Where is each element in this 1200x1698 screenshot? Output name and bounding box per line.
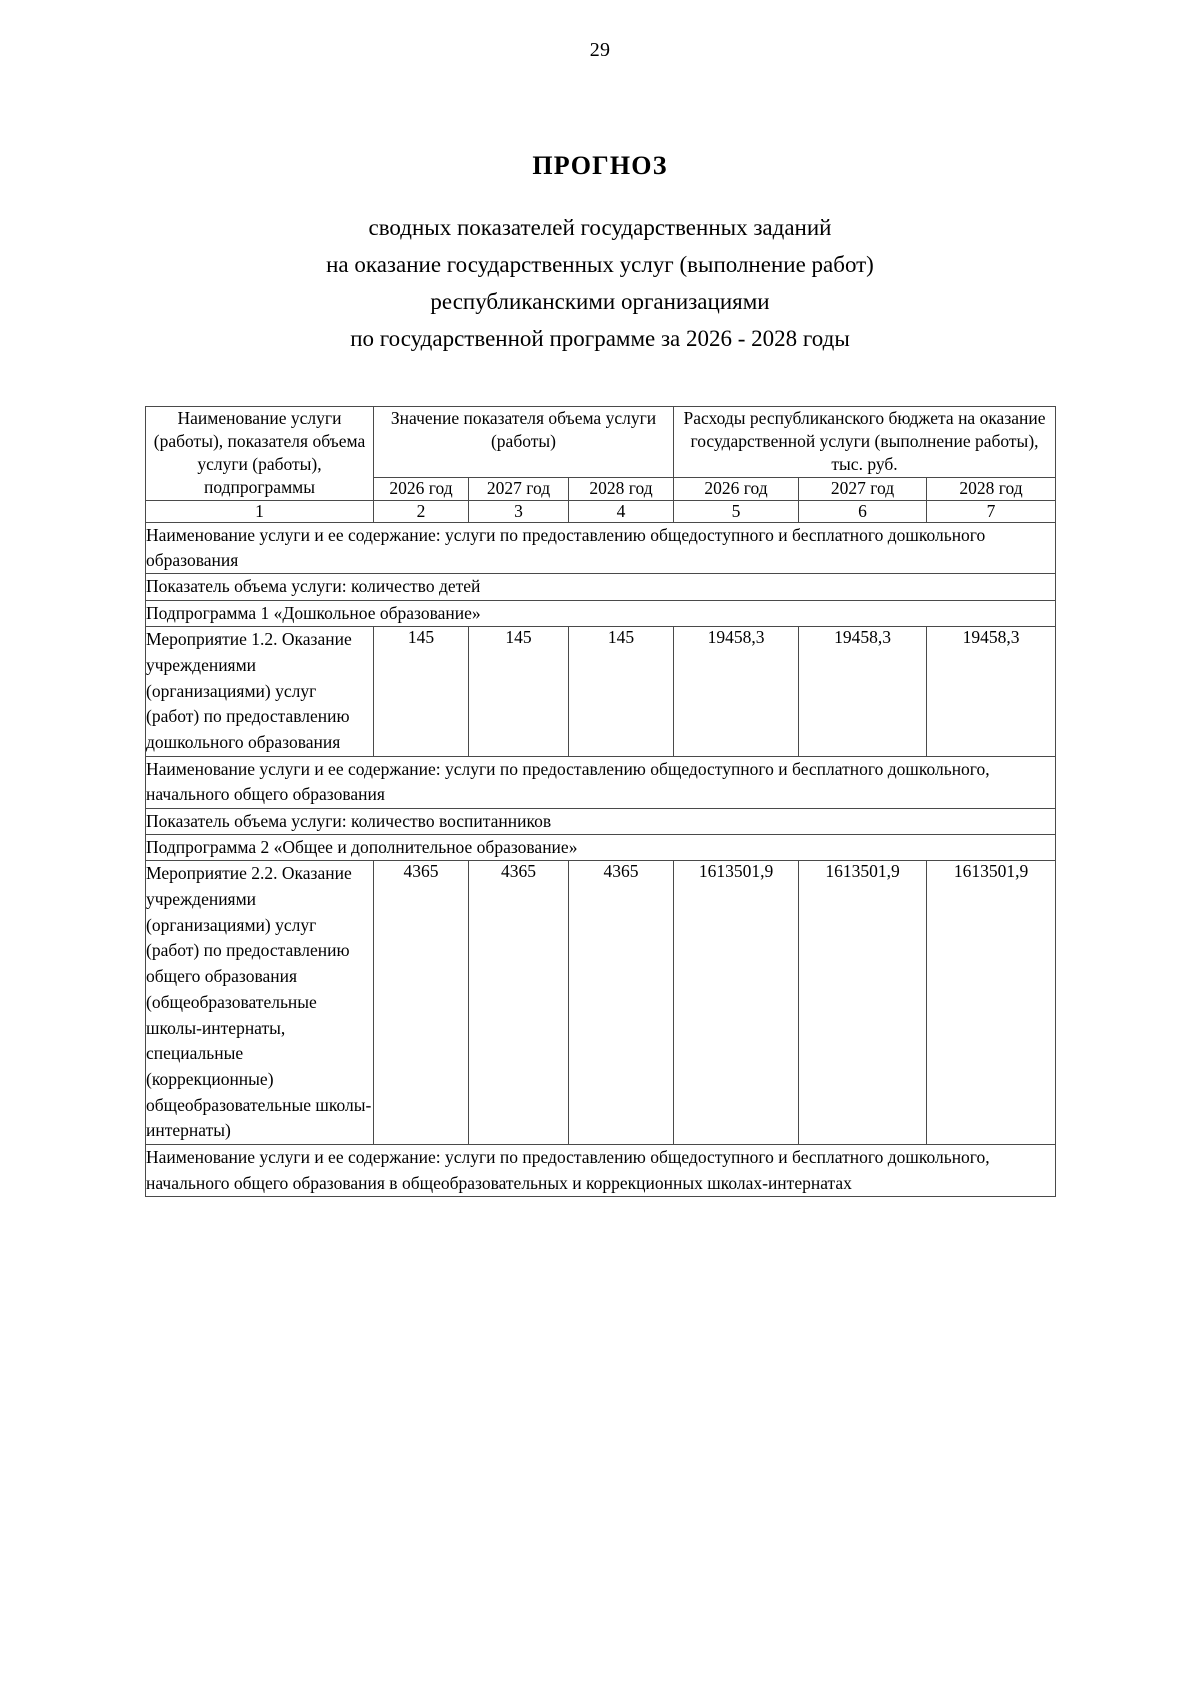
table-row xyxy=(146,808,1056,834)
table-row xyxy=(146,600,1056,626)
table-header-row-groups xyxy=(146,406,1056,478)
header-group-expenses: Расходы республиканского бюджета на оказание государственной услуги (выполнение работы), тыс. руб. xyxy=(674,406,1056,478)
subtitle-line-1: сводных показателей государственных заданий xyxy=(368,214,832,240)
table-row xyxy=(146,756,1056,808)
header-year-volume-2026: 2026 год xyxy=(374,478,469,500)
measure-value-volume-2027: 145 xyxy=(469,627,569,757)
subtitle-line-3: республиканскими организациями xyxy=(430,289,770,315)
measure-value-expense-2026: 1613501,9 xyxy=(674,861,799,1145)
volume-indicator-note: Показатель объема услуги: количество воспитанников xyxy=(146,808,1056,834)
table-row xyxy=(146,834,1056,860)
header-col-name: Наименование услуги (работы), показателя объема услуги (работы), подпрограммы xyxy=(146,406,374,500)
table-row xyxy=(146,574,1056,600)
header-year-expenses-2028: 2028 год xyxy=(927,478,1056,500)
subtitle-line-4: по государственной программе за 2026 - 2028 годы xyxy=(350,326,850,352)
measure-value-expense-2026: 19458,3 xyxy=(674,627,799,757)
table-row xyxy=(146,627,1056,757)
header-number-2: 2 xyxy=(374,500,469,522)
measure-value-expense-2028: 19458,3 xyxy=(927,627,1056,757)
header-number-3: 3 xyxy=(469,500,569,522)
header-number-7: 7 xyxy=(927,500,1056,522)
forecast-table xyxy=(145,406,1056,1197)
header-year-volume-2027: 2027 год xyxy=(469,478,569,500)
measure-value-volume-2026: 145 xyxy=(374,627,469,757)
measure-value-volume-2027: 4365 xyxy=(469,861,569,1145)
service-name-note: Наименование услуги и ее содержание: услуги по предоставлению общедоступного и бесплатного дошкольного, начального общего образования в общеобразовательных и коррекционных школах-интернатах xyxy=(146,1145,1056,1197)
document-subtitle xyxy=(0,209,1200,358)
header-number-5: 5 xyxy=(674,500,799,522)
subprogram-note: Подпрограмма 2 «Общее и дополнительное образование» xyxy=(146,834,1056,860)
measure-name: Мероприятие 1.2. Оказание учреждениями (организациями) услуг (работ) по предоставлению дошкольного образования xyxy=(146,627,374,757)
page-number: 29 xyxy=(589,39,611,61)
measure-value-expense-2027: 19458,3 xyxy=(799,627,927,757)
measure-name: Мероприятие 2.2. Оказание учреждениями (организациями) услуг (работ) по предоставлению общего образования (общеобразовательные школы-интернаты, специальные (коррекционные) общеобразовательные школы-интернаты) xyxy=(146,861,374,1145)
measure-value-volume-2026: 4365 xyxy=(374,861,469,1145)
forecast-table-wrapper xyxy=(145,406,1055,1197)
service-name-note: Наименование услуги и ее содержание: услуги по предоставлению общедоступного и бесплатного дошкольного образования xyxy=(146,522,1056,574)
measure-value-expense-2028: 1613501,9 xyxy=(927,861,1056,1145)
measure-value-expense-2027: 1613501,9 xyxy=(799,861,927,1145)
volume-indicator-note: Показатель объема услуги: количество детей xyxy=(146,574,1056,600)
table-row xyxy=(146,522,1056,574)
subtitle-line-2: на оказание государственных услуг (выполнение работ) xyxy=(326,251,874,277)
header-year-volume-2028: 2028 год xyxy=(569,478,674,500)
page-title: ПРОГНОЗ xyxy=(532,151,668,180)
measure-value-volume-2028: 145 xyxy=(569,627,674,757)
table-row xyxy=(146,861,1056,1145)
header-number-1: 1 xyxy=(146,500,374,522)
service-name-note: Наименование услуги и ее содержание: услуги по предоставлению общедоступного и бесплатного дошкольного, начального общего образования xyxy=(146,756,1056,808)
header-number-4: 4 xyxy=(569,500,674,522)
header-year-expenses-2026: 2026 год xyxy=(674,478,799,500)
header-number-6: 6 xyxy=(799,500,927,522)
table-header-row-numbering xyxy=(146,500,1056,522)
title-block xyxy=(0,152,1200,358)
table-row xyxy=(146,1145,1056,1197)
table-header xyxy=(146,406,1056,522)
table-body xyxy=(146,522,1056,1196)
subprogram-note: Подпрограмма 1 «Дошкольное образование» xyxy=(146,600,1056,626)
measure-value-volume-2028: 4365 xyxy=(569,861,674,1145)
header-year-expenses-2027: 2027 год xyxy=(799,478,927,500)
header-group-volume: Значение показателя объема услуги (работы) xyxy=(374,406,674,478)
